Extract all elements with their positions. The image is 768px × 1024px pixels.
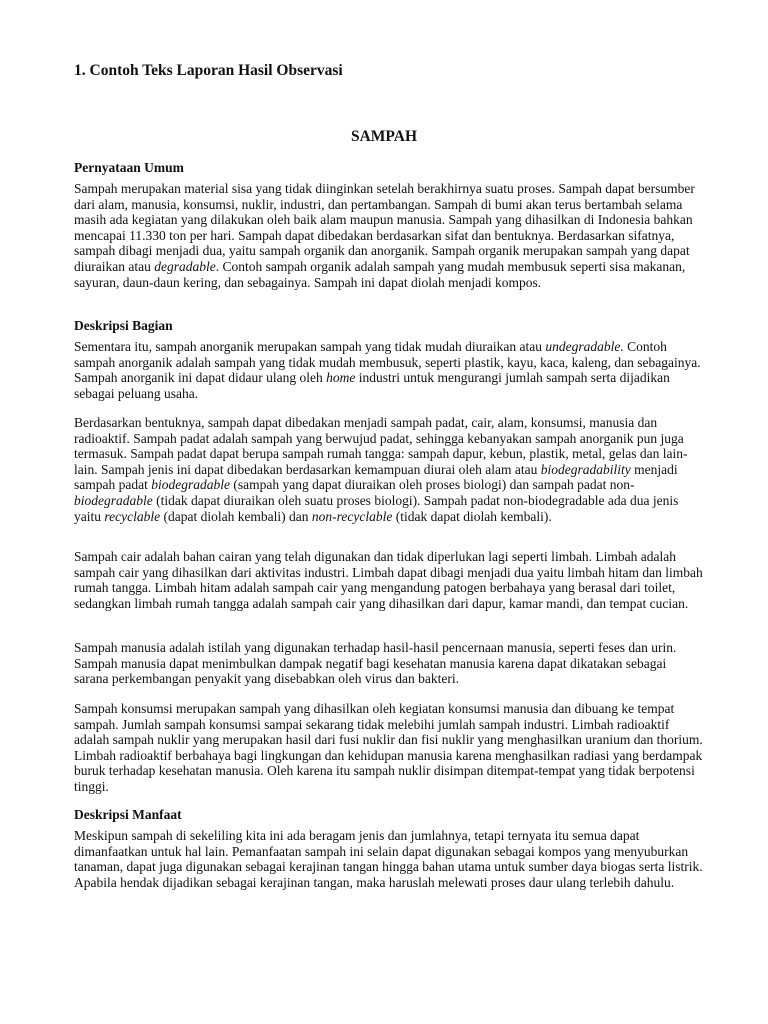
section-heading-pernyataan-umum: Pernyataan Umum	[74, 160, 184, 175]
paragraph-sampah-anorganik	[74, 339, 704, 401]
paragraph-pernyataan-umum	[74, 181, 704, 290]
text-run: (tidak dapat diuraikan oleh suatu proses biologi). Sampah padat non-biodegradable ada dua jenis yaitu	[74, 492, 679, 524]
text-run: Berdasarkan bentuknya, sampah dapat dibedakan menjadi sampah padat, cair, alam, konsumsi, manusia dan radioaktif. Sampah padat adalah sampah yang berwujud padat, sehingga kebanyakan sampah anorganik pun juga termasuk. Sampah padat dapat berupa sampah rumah tangga: sampah dapur, kebun, plastik, metal, gelas dan lain-lain. Sampah jenis ini dapat dibedakan berdasarkan kemampuan diurai oleh alam atau	[74, 415, 688, 477]
italic-term: home	[326, 370, 356, 386]
italic-term: recyclable	[104, 508, 161, 524]
paragraph-sampah-konsumsi: Sampah konsumsi merupakan sampah yang dihasilkan oleh kegiatan konsumsi manusia dan dibuang ke tempat sampah. Jumlah sampah konsumsi sampai sekarang tidak melebihi jumlah sampah industri. Limbah radioaktif adalah sampah nuklir yang merupakan hasil dari fusi nuklir dan fisi nuklir yang menghasilkan uranium dan thorium. Limbah radioaktif berbahaya bagi lingkungan dan kehidupan manusia karena menghasilkan radiasi yang berdampak buruk terhadap kesehatan manusia. Oleh karena itu sampah nuklir disimpan ditempat-tempat yang tidak berpotensi tinggi.	[74, 701, 703, 794]
paragraph-sampah-cair: Sampah cair adalah bahan cairan yang telah digunakan dan tidak diperlukan lagi seperti limbah. Limbah adalah sampah cair yang dihasilkan dari aktivitas industri. Limbah dapat dibagi menjadi dua yaitu limbah hitam dan limbah rumah tangga. Limbah hitam adalah sampah cair yang mengandung patogen berbahaya yang berasal dari toilet, sedangkan limbah rumah tangga adalah sampah cair yang dihasilkan dari dapur, kamar mandi, dan tempat cucian.	[74, 549, 703, 611]
text-run: (dapat diolah kembali) dan	[160, 508, 312, 524]
paragraph-manfaat: Meskipun sampah di sekeliling kita ini ada beragam jenis dan jumlahnya, tetapi ternyata itu semua dapat dimanfaatkan untuk hal lain. Pemanfaatan sampah ini selain dapat digunakan sebagai kompos yang menyuburkan tanaman, dapat juga digunakan sebagai kerajinan tangan hingga bahan utama untuk sumber daya biogas serta listrik. Apabila hendak dijadikan sebagai kerajinan tangan, maka haruslah melewati proses daur ulang terlebih dahulu.	[74, 828, 703, 890]
text-run: industri untuk mengurangi jumlah sampah serta dijadikan sebagai peluang usaha.	[74, 370, 670, 401]
italic-term: undegradable.	[545, 339, 624, 354]
report-title: SAMPAH	[350, 128, 417, 145]
italic-term: biodegradable	[151, 477, 230, 493]
italic-term: non-recyclable	[311, 508, 393, 524]
text-run: (sampah yang dapat diuraikan oleh proses biologi) dan sampah padat non-	[229, 477, 635, 493]
text-run: Contoh sampah anorganik adalah sampah yang tidak mudah membusuk, seperti plastik, kayu, kaca, kaleng, dan sebagainya. Sampah anorganik ini dapat didaur ulang oleh	[74, 339, 701, 386]
paragraph-sampah-padat	[74, 415, 704, 524]
italic-term: biodegradable	[74, 492, 153, 508]
document-heading: 1. Contoh Teks Laporan Hasil Observasi	[74, 62, 343, 79]
paragraph-sampah-manusia: Sampah manusia adalah istilah yang digunakan terhadap hasil-hasil pencernaan manusia, seperti feses dan urin. Sampah manusia dapat menimbulkan dampak negatif bagi kesehatan manusia karena dapat dikatakan sebagai sarana perkembangan penyakit yang disebabkan oleh virus dan bakteri.	[74, 640, 677, 687]
section-heading-deskripsi-manfaat: Deskripsi Manfaat	[74, 807, 182, 822]
italic-term: biodegradability	[540, 461, 631, 477]
text-run: (tidak dapat diolah kembali).	[392, 508, 552, 524]
text-run: Sampah merupakan material sisa yang tidak diinginkan setelah berakhirnya suatu proses. Sampah dapat bersumber dari alam, manusia, konsumsi, nuklir, industri, dan pertambangan. Sampah di bumi akan terus bertambah selama masih ada kegiatan yang dilakukan oleh baik alam maupun manusia. Sampah yang dihasilkan di Indonesia bahkan mencapai 11.330 ton per hari. Sampah dapat dibedakan berdasarkan sifat dan bentuknya. Berdasarkan sifatnya, sampah dibagi menjadi dua, yaitu sampah organik dan anorganik. Sampah organik merupakan sampah yang dapat diuraikan atau	[74, 181, 695, 274]
text-run: Sementara itu, sampah anorganik merupakan sampah yang tidak mudah diuraikan atau	[74, 339, 546, 354]
text-run: . Contoh sampah organik adalah sampah yang mudah membusuk seperti sisa makanan, sayuran, daun-daun kering, dan sebagainya. Sampah ini dapat diolah menjadi kompos.	[74, 258, 686, 290]
italic-term: degradable	[154, 258, 216, 274]
text-run: menjadi sampah padat	[74, 461, 678, 493]
section-heading-deskripsi-bagian: Deskripsi Bagian	[74, 318, 173, 333]
